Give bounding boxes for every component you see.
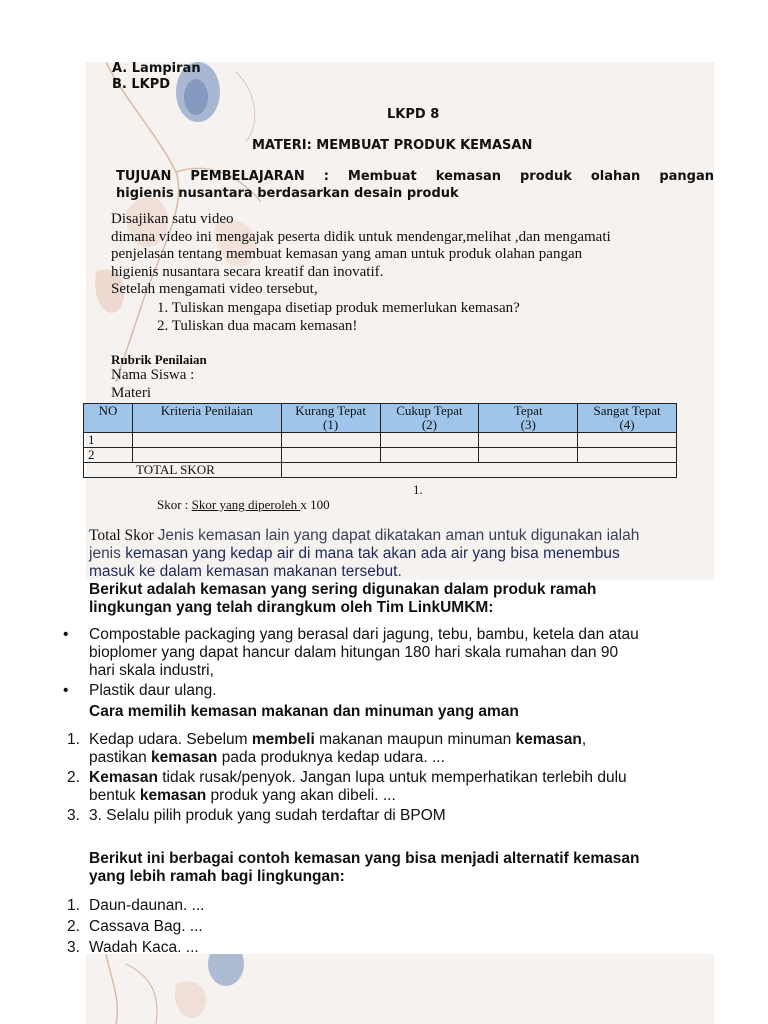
tujuan-line-1: TUJUAN PEMBELAJARAN : Membuat kemasan produk olahan pangan xyxy=(116,169,714,184)
bullet-icon: • xyxy=(63,682,69,699)
rubric-table xyxy=(83,403,677,478)
header-item-lkpd: B. LKPD xyxy=(112,77,171,92)
table-header-row xyxy=(84,404,677,433)
question-list xyxy=(157,299,520,335)
list-item: 2. Kemasan tidak rusak/penyok. Jangan lupa untuk memperhatikan terlebih dulu bentuk kemasan produk yang akan dibeli. ... xyxy=(67,769,627,804)
list-item: • Compostable packaging yang berasal dari jagung, tebu, bambu, ketela dan atau bioplomer yang dapat hancur dalam hitungan 180 hari skala rumahan dan 90 hari skala industri, xyxy=(63,626,639,679)
header-kurang-tepat: Kurang Tepat (1) xyxy=(281,404,380,433)
below-table-number: 1. xyxy=(413,482,423,497)
list-item: 3. Wadah Kaca. ... xyxy=(67,939,199,956)
contoh-list xyxy=(67,895,205,958)
intro-line: Disajikan satu video xyxy=(111,211,234,227)
intro-line: penjelasan tentang membuat kemasan yang aman untuk produk olahan pangan xyxy=(111,246,583,262)
bullet-icon: • xyxy=(63,626,69,643)
header-cukup-tepat: Cukup Tepat (2) xyxy=(380,404,479,433)
nama-siswa-label: Nama Siswa : xyxy=(111,367,195,383)
intro-line: dimana video ini mengajak peserta didik untuk mendengar,melihat ,dan mengamati xyxy=(111,228,611,245)
list-item: • Plastik daur ulang. xyxy=(63,682,217,699)
intro-text xyxy=(111,211,611,299)
list-item: 3. 3. Selalu pilih produk yang sudah terdaftar di BPOM xyxy=(67,807,446,824)
kemasan-link[interactable]: masuk ke dalam kemasan makanan tersebut xyxy=(89,563,398,580)
question-item: 2. Tuliskan dua macam kemasan! xyxy=(157,318,358,334)
kemasan-link[interactable]: kemasan yang kedap air di mana tak akan ada air yang bisa menembus xyxy=(125,545,620,562)
header-sangat-tepat: Sangat Tepat (4) xyxy=(578,404,677,433)
total-skor-label: Total Skor xyxy=(89,527,158,544)
contoh-heading: Berikut ini berbagai contoh kemasan yang bisa menjadi alternatif kemasan yang lebih ramah bagi lingkungan: xyxy=(89,850,640,885)
cara-title: Cara memilih kemasan makanan dan minuman yang aman xyxy=(89,703,519,720)
table-row: 1 xyxy=(84,433,677,448)
berikut-heading: Berikut adalah kemasan yang sering digunakan dalam produk ramah lingkungan yang telah dirangkum oleh Tim LinkUMKM: xyxy=(89,581,597,616)
kemasan-bullet-list xyxy=(63,626,639,700)
header-kriteria: Kriteria Penilaian xyxy=(132,404,281,433)
table-total-row xyxy=(84,463,677,478)
tujuan-line-2: higienis nusantara berdasarkan desain produk xyxy=(116,186,459,201)
skor-formula: Skor : Skor yang diperoleh x 100 xyxy=(157,497,330,512)
jenis-kemasan-paragraph: Total Skor Jenis kemasan lain yang dapat dikatakan aman untuk digunakan ialah jenis kemasan yang kedap air di mana tak akan ada air yang bisa menembus masuk ke dalam kemasan makanan tersebut. xyxy=(89,527,640,580)
intro-line: Setelah mengamati video tersebut, xyxy=(111,281,318,297)
header-tepat: Tepat (3) xyxy=(479,404,578,433)
list-item: 1. Daun-daunan. ... xyxy=(67,897,205,914)
lkpd-title: LKPD 8 xyxy=(387,107,440,122)
rubrik-title: Rubrik Penilaian xyxy=(111,352,207,367)
tujuan-pembelajaran xyxy=(116,168,714,202)
floral-decoration-bottom-icon xyxy=(86,954,286,1024)
list-item: 1. Kedap udara. Sebelum membeli makanan maupun minuman kemasan, pastikan kemasan pada produknya kedap udara. ... xyxy=(67,731,587,766)
materi-title: MATERI: MEMBUAT PRODUK KEMASAN xyxy=(252,138,533,153)
intro-line: higienis nusantara secara kreatif dan inovatif. xyxy=(111,263,384,280)
cara-list xyxy=(67,731,627,825)
total-skor-cell: TOTAL SKOR xyxy=(84,463,282,478)
table-row: 2 xyxy=(84,448,677,463)
header-item-lampiran: A. Lampiran xyxy=(112,61,201,76)
header-no: NO xyxy=(84,404,133,433)
header-list xyxy=(112,61,201,93)
list-item: 2. Cassava Bag. ... xyxy=(67,918,203,935)
question-item: 1. Tuliskan mengapa disetiap produk memerlukan kemasan? xyxy=(157,300,520,316)
materi-label: Materi xyxy=(111,385,151,401)
